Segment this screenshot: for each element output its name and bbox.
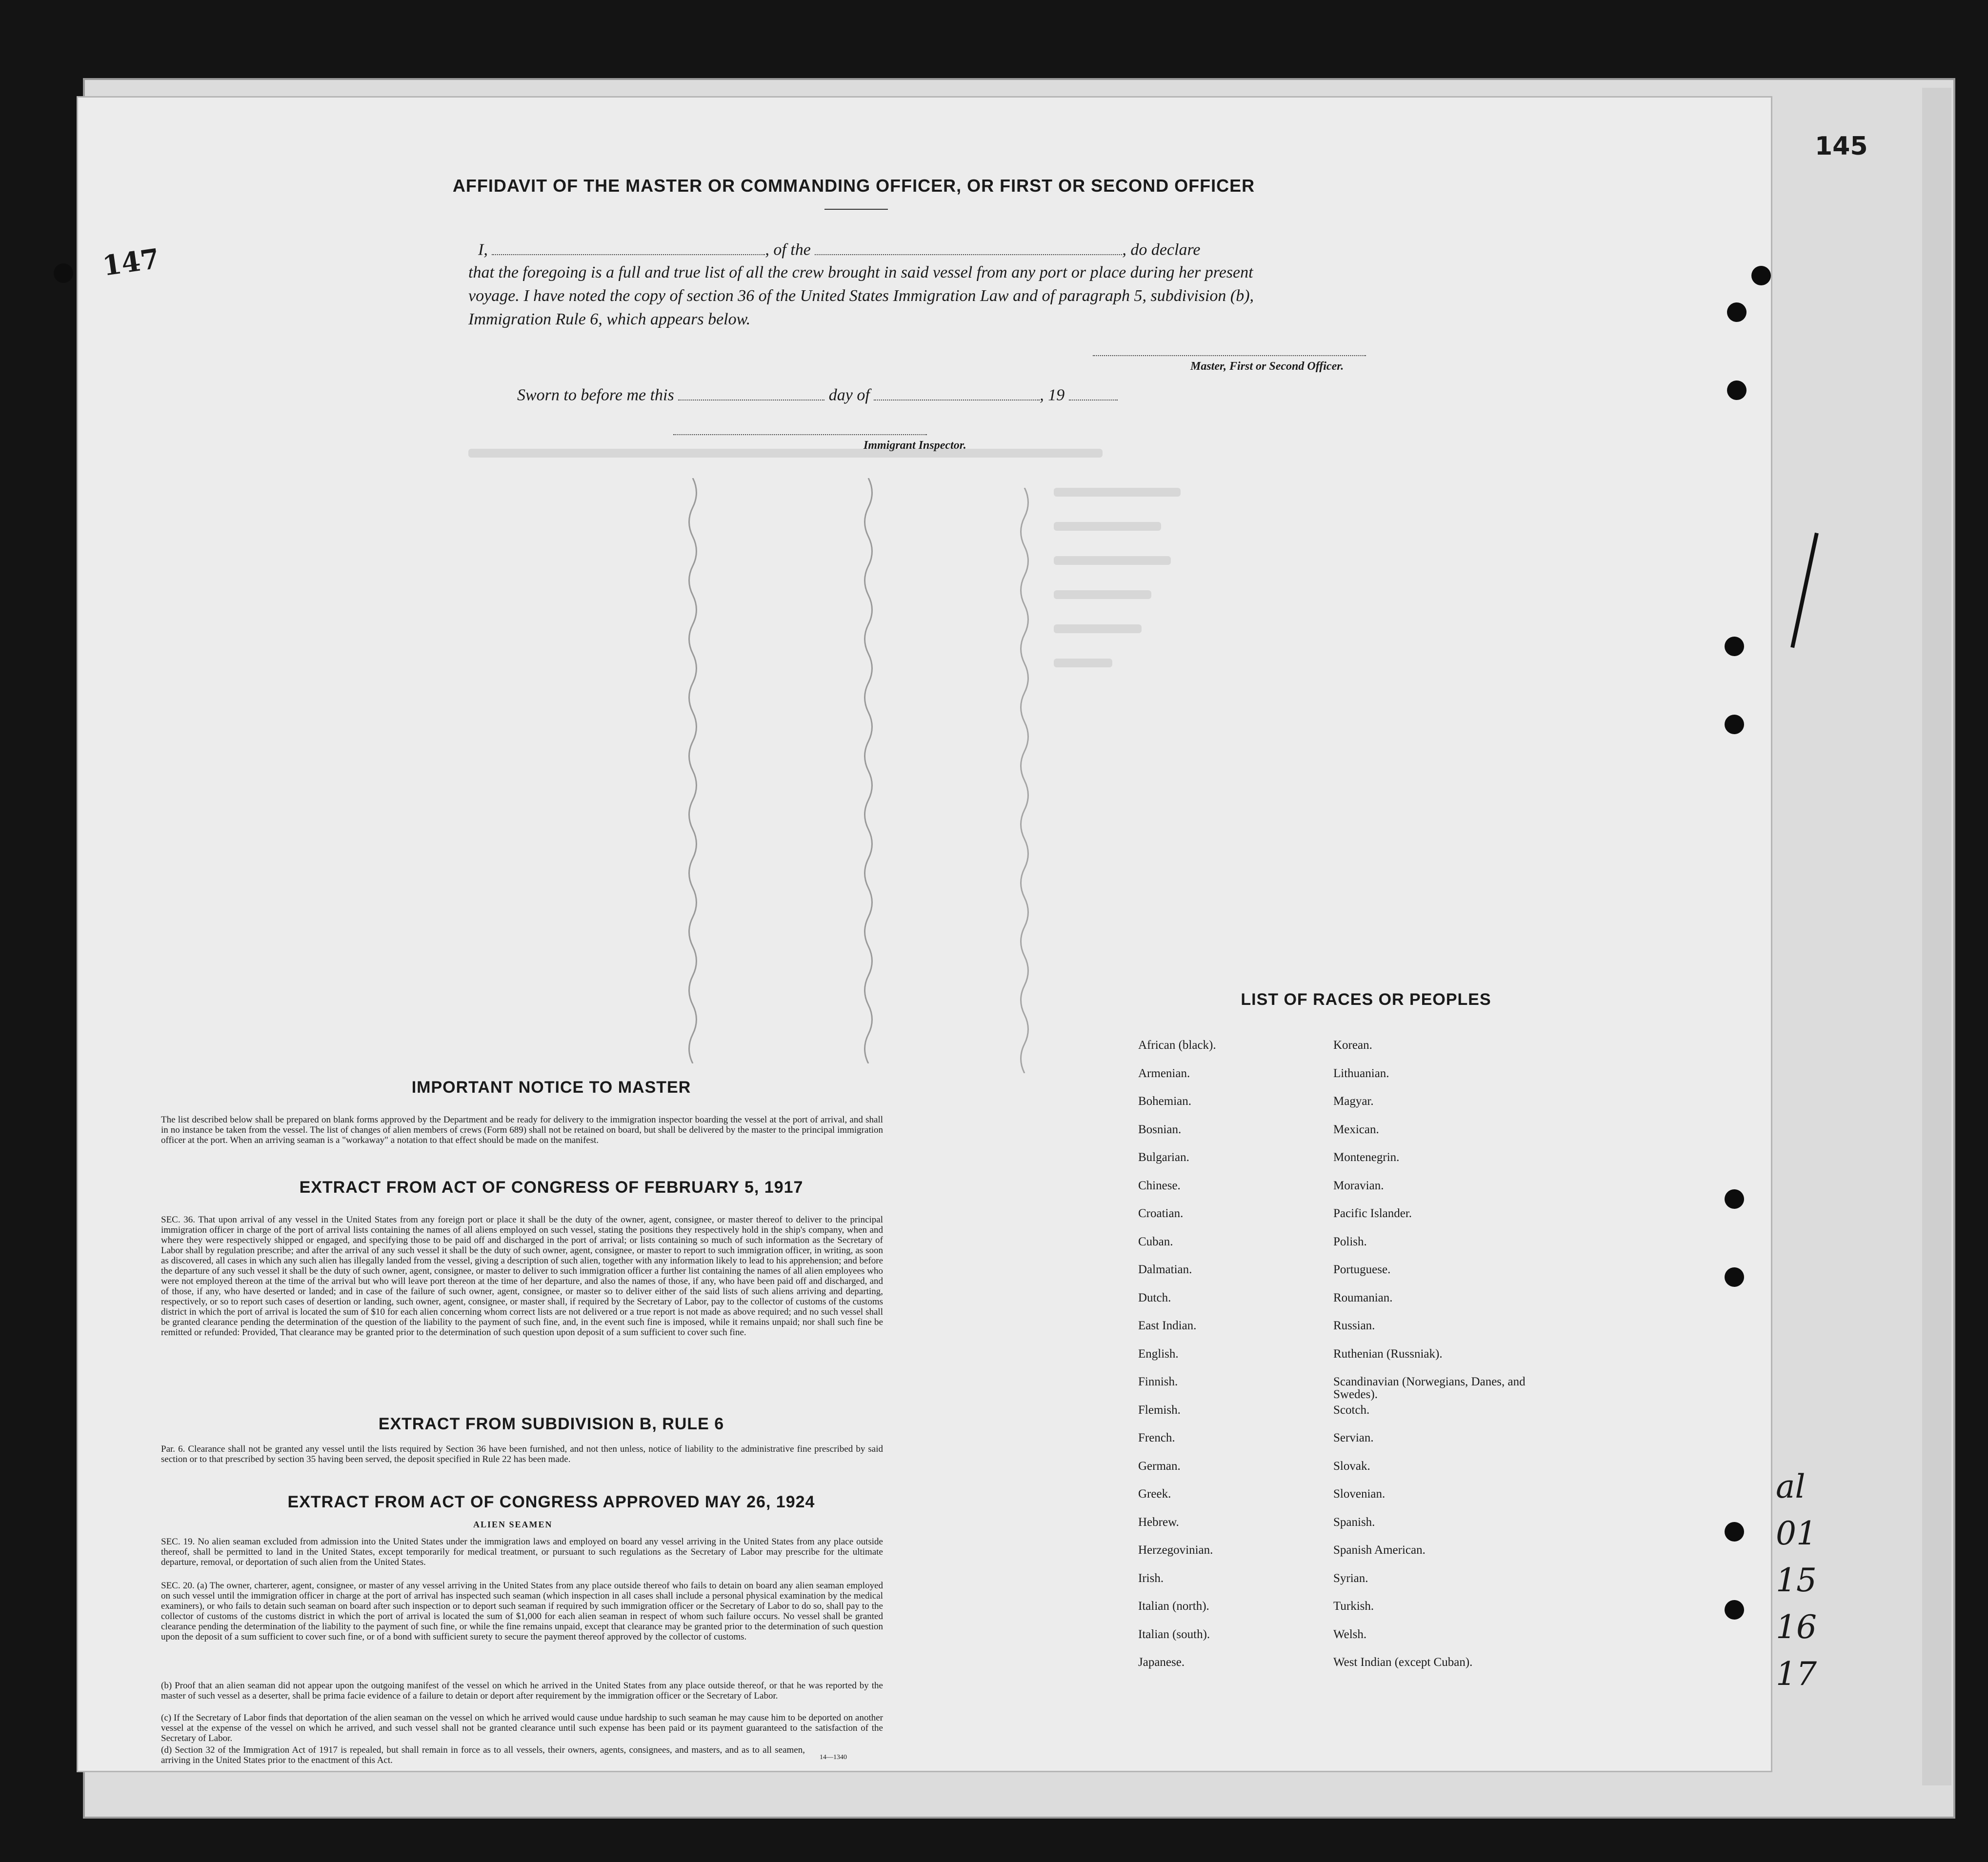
- race-item: Hebrew.: [1138, 1515, 1179, 1529]
- race-item: Italian (south).: [1138, 1627, 1210, 1641]
- margin-note: al: [1776, 1468, 1806, 1505]
- bleed-through-row: [1054, 488, 1181, 497]
- margin-notes: [1776, 1463, 1817, 1698]
- race-item: Greek.: [1138, 1487, 1171, 1501]
- extract-1917-body: SEC. 36. That upon arrival of any vessel in the United States from any foreign port or place it shall be the duty of the owner, agent, consignee, or master thereof to deliver to the principal immigration officer in charge of the port of arrival lists containing the names of all aliens employed on such vessel, stating the positions they respectively hold in the ship's company, when and where they were respectively shipped or engaged, and specifying those to be paid off and discharged in the port of arrival; or lists containing so much of such information as the Secretary of Labor shall by regulation prescribe; and after the arrival of any such vessel it shall be the duty of such owner, agent, consignee, or master to report to such immigration officer, in writing, as soon as discovered, all cases in which any such alien has illegally landed from the vessel, giving a description of such alien, together with any information likely to lead to his apprehension; and before the departure of any such vessel it shall be the duty of such owner, agent, consignee, or master to deliver to such immigration officer a further list containing the names of all alien employees who were not employed thereon at the time of the arrival but who will leave port thereon at the time of her departure, and also the names of those, if any, who have been paid off and discharged, and of those, if any, who have deserted or landed; and in case of the failure of such owner, agent, consignee, or master so to deliver either of the said lists of such aliens arriving and departing, respectively, or so to report such cases of desertion or landing, such owner, agent, consignee, or master shall, if required by the Secretary of Labor, pay to the collector of customs of the customs district in which the port of arrival is located the sum of $10 for each alien concerning whom correct lists are not delivered or a true report is not made as above required; and no such vessel shall be granted clearance pending the determination of the question of the liability to the payment of such fine, and, in the event such fine is imposed, while it remains unpaid; nor shall such fine be remitted or refunded: Provided, That clearance may be granted prior to the determination of such question upon deposit of a sum sufficient to cover such fine.: [161, 1215, 883, 1338]
- bleed-through-row: [1054, 590, 1151, 599]
- margin-note: 16: [1776, 1608, 1817, 1646]
- race-item: French.: [1138, 1431, 1175, 1444]
- title-rule: [824, 209, 888, 210]
- bleed-through-row: [1054, 556, 1171, 565]
- affidavit-i: I,: [478, 240, 488, 259]
- race-item: Polish.: [1333, 1235, 1367, 1248]
- wavy-margin-line: [683, 478, 703, 1063]
- affidavit-line-1: [478, 239, 1201, 260]
- race-item: West Indian (except Cuban).: [1333, 1656, 1473, 1669]
- sworn-day-of: day of: [828, 386, 870, 404]
- race-item: Finnish.: [1138, 1375, 1178, 1388]
- race-item: Montenegrin.: [1333, 1151, 1400, 1164]
- sworn-year-blank[interactable]: [1069, 384, 1118, 400]
- notice-body: The list described below shall be prepared on blank forms approved by the Department and be ready for delivery to the immigration inspector boarding the vessel at the port of arrival, and shall in no instance be taken from the vessel. The list of changes of alien members of crews (Form 689) shall not be retained on board, but shall be delivered by the master to the principal immigration officer at the port. When an arriving seaman is a "workaway" a notation to that effect should be made on the manifest.: [161, 1115, 883, 1145]
- race-item: Welsh.: [1333, 1627, 1367, 1641]
- extract-1924-sec20c: (c) If the Secretary of Labor finds that deportation of the alien seaman on the vessel on which he arrived would cause undue hardship to such seaman he may cause him to be deported on another vessel at the expense of the vessel on which he arrived, and such vessel shall not be granted clearance until such expense has been paid or its payment guaranteed to the satisfaction of the Secretary of Labor.: [161, 1713, 883, 1743]
- race-item: Slovak.: [1333, 1459, 1370, 1473]
- master-signature-caption: Master, First or Second Officer.: [1190, 360, 1344, 373]
- affidavit-title: AFFIDAVIT OF THE MASTER OR COMMANDING OFFICER, OR FIRST OR SECOND OFFICER: [452, 176, 1255, 196]
- sworn-day-blank[interactable]: [678, 384, 824, 400]
- race-item: Italian (north).: [1138, 1600, 1209, 1613]
- margin-note: 15: [1776, 1562, 1817, 1599]
- race-item: African (black).: [1138, 1039, 1216, 1052]
- punch-hole: [1725, 715, 1744, 734]
- name-blank[interactable]: [492, 239, 765, 255]
- race-item: Spanish American.: [1333, 1543, 1426, 1557]
- sworn-month-blank[interactable]: [874, 384, 1040, 400]
- race-item: Irish.: [1138, 1571, 1164, 1585]
- race-item: English.: [1138, 1347, 1179, 1361]
- side-scribble: 147: [100, 242, 161, 282]
- race-item: Chinese.: [1138, 1179, 1181, 1192]
- race-item: German.: [1138, 1459, 1181, 1473]
- extract-1917-title: EXTRACT FROM ACT OF CONGRESS OF FEBRUARY 5, 1917: [299, 1178, 803, 1197]
- extract-1924-sec19: SEC. 19. No alien seaman excluded from admission into the United States under the immigration laws and employed on board any vessel arriving in the United States from any place outside thereof, shall be permitted to land in the United States, except temporarily for medical treatment, or pursuant to such regulations as the Secretary of Labor may prescribe for the ultimate departure, removal, or deportation of such alien from the United States.: [161, 1537, 883, 1567]
- bleed-through-row: [1054, 522, 1161, 531]
- race-item: Moravian.: [1333, 1179, 1384, 1192]
- race-item: Japanese.: [1138, 1656, 1185, 1669]
- affidavit-line-2: that the foregoing is a full and true list of all the crew brought in said vessel from any port or place during her present: [468, 263, 1253, 281]
- punch-hole: [1727, 380, 1747, 400]
- affidavit-declare: , do declare: [1122, 240, 1201, 259]
- race-item: Korean.: [1333, 1039, 1372, 1052]
- page-edge-strip: [1922, 88, 1951, 1785]
- notice-title: IMPORTANT NOTICE TO MASTER: [411, 1078, 691, 1097]
- affidavit-of-the: , of the: [765, 240, 811, 259]
- race-item: Turkish.: [1333, 1600, 1374, 1613]
- alien-seamen-subhead: ALIEN SEAMEN: [473, 1520, 553, 1529]
- race-item: Magyar.: [1333, 1095, 1374, 1108]
- punch-hole: [54, 263, 73, 283]
- race-item: Ruthenian (Russniak).: [1333, 1347, 1443, 1361]
- punch-hole: [1725, 1189, 1744, 1209]
- race-item: Portuguese.: [1333, 1263, 1391, 1276]
- extract-1924-sec20b: (b) Proof that an alien seaman did not appear upon the outgoing manifest of the vessel on which he arrived in the United States from any place outside thereof, or that he was reported by the master of such vessel as a deserter, shall be prima facie evidence of a failure to detain or deport after requirement by the immigration officer or the Secretary of Labor.: [161, 1681, 883, 1701]
- race-item: Pacific Islander.: [1333, 1207, 1412, 1220]
- bleed-through-row: [1054, 659, 1112, 667]
- inspector-caption: Immigrant Inspector.: [863, 439, 966, 452]
- race-item: Bosnian.: [1138, 1122, 1182, 1136]
- margin-note: 17: [1776, 1655, 1817, 1693]
- vessel-blank[interactable]: [815, 239, 1122, 255]
- races-title: LIST OF RACES OR PEOPLES: [1241, 990, 1491, 1009]
- punch-hole: [1725, 637, 1744, 656]
- race-item: Herzegovinian.: [1138, 1543, 1213, 1557]
- bleed-through-row: [1054, 624, 1142, 633]
- extract-rule6-title: EXTRACT FROM SUBDIVISION B, RULE 6: [378, 1415, 724, 1433]
- sworn-year: , 19: [1040, 386, 1065, 404]
- bleed-through-row: [468, 449, 1103, 458]
- extract-1924-sec20d: (d) Section 32 of the Immigration Act of 1917 is repealed, but shall remain in force as to all vessels, their owners, agents, consignees, and masters, and as to all seamen, arriving in the United States prior to the enactment of this Act.: [161, 1745, 805, 1765]
- margin-note: 01: [1776, 1515, 1817, 1552]
- master-signature-line[interactable]: [1093, 355, 1366, 356]
- punch-hole: [1725, 1600, 1744, 1620]
- punch-hole: [1751, 266, 1771, 285]
- race-item: Armenian.: [1138, 1066, 1190, 1080]
- race-item: Spanish.: [1333, 1515, 1375, 1529]
- race-item: Servian.: [1333, 1431, 1374, 1444]
- race-item: Roumanian.: [1333, 1291, 1393, 1304]
- race-item: East Indian.: [1138, 1319, 1197, 1332]
- affidavit-line-4: Immigration Rule 6, which appears below.: [468, 310, 751, 328]
- race-item: Lithuanian.: [1333, 1066, 1389, 1080]
- race-item: Bohemian.: [1138, 1095, 1192, 1108]
- document-page: [78, 98, 1771, 1771]
- wavy-margin-line: [1015, 488, 1034, 1073]
- race-item: Slovenian.: [1333, 1487, 1386, 1501]
- race-item: Mexican.: [1333, 1122, 1379, 1136]
- race-item: Cuban.: [1138, 1235, 1173, 1248]
- punch-hole: [1725, 1522, 1744, 1542]
- race-item: Syrian.: [1333, 1571, 1368, 1585]
- inspector-signature-line[interactable]: [673, 434, 927, 435]
- sworn-line: [517, 384, 1118, 405]
- extract-rule6-body: Par. 6. Clearance shall not be granted any vessel until the lists required by Section 36 have been furnished, and not then unless, notice of liability to the administrative fine prescribed by said section or to that prescribed by section 35 having been served, the deposit specified in Rule 22 has been made.: [161, 1444, 883, 1464]
- punch-hole: [1725, 1267, 1744, 1287]
- race-item: Dalmatian.: [1138, 1263, 1192, 1276]
- race-item: Scandinavian (Norwegians, Danes, and Swedes).: [1333, 1375, 1526, 1401]
- sworn-prefix: Sworn to before me this: [517, 386, 674, 404]
- extract-1924-title: EXTRACT FROM ACT OF CONGRESS APPROVED MAY 26, 1924: [287, 1493, 815, 1511]
- race-item: Dutch.: [1138, 1291, 1171, 1304]
- page-number: 145: [1815, 132, 1868, 161]
- race-item: Russian.: [1333, 1319, 1375, 1332]
- affidavit-line-3: voyage. I have noted the copy of section 36 of the United States Immigration Law and of paragraph 5, subdivision (b),: [468, 287, 1254, 305]
- race-item: Scotch.: [1333, 1403, 1370, 1417]
- punch-hole: [1727, 302, 1747, 322]
- form-code: 14—1340: [820, 1754, 847, 1761]
- race-item: Flemish.: [1138, 1403, 1181, 1417]
- race-item: Croatian.: [1138, 1207, 1184, 1220]
- wavy-margin-line: [859, 478, 878, 1063]
- extract-1924-sec20a: SEC. 20. (a) The owner, charterer, agent, consignee, or master of any vessel arriving in the United States from any place outside thereof who fails to detain on board any alien seaman employed on such vessel until the immigration officer in charge at the port of arrival has inspected such seaman (which inspection in all cases shall include a personal physical examination by the medical examiners), or who fails to detain such seaman on board after such inspection or to deport such seaman if required by such immigration officer or the Secretary of Labor to do so, shall pay to the collector of customs of the customs district in which the port of arrival is located the sum of $1,000 for each alien seaman in respect of whom such failure occurs. No vessel shall be granted clearance pending the determination of the liability to the payment of such fine, or while the fine remains unpaid, except that clearance may be granted prior to the determination of such question upon the deposit of a sum sufficient to cover such fine, or of a bond with sufficient surety to secure the payment thereof approved by the collector of customs.: [161, 1581, 883, 1642]
- race-item: Bulgarian.: [1138, 1151, 1189, 1164]
